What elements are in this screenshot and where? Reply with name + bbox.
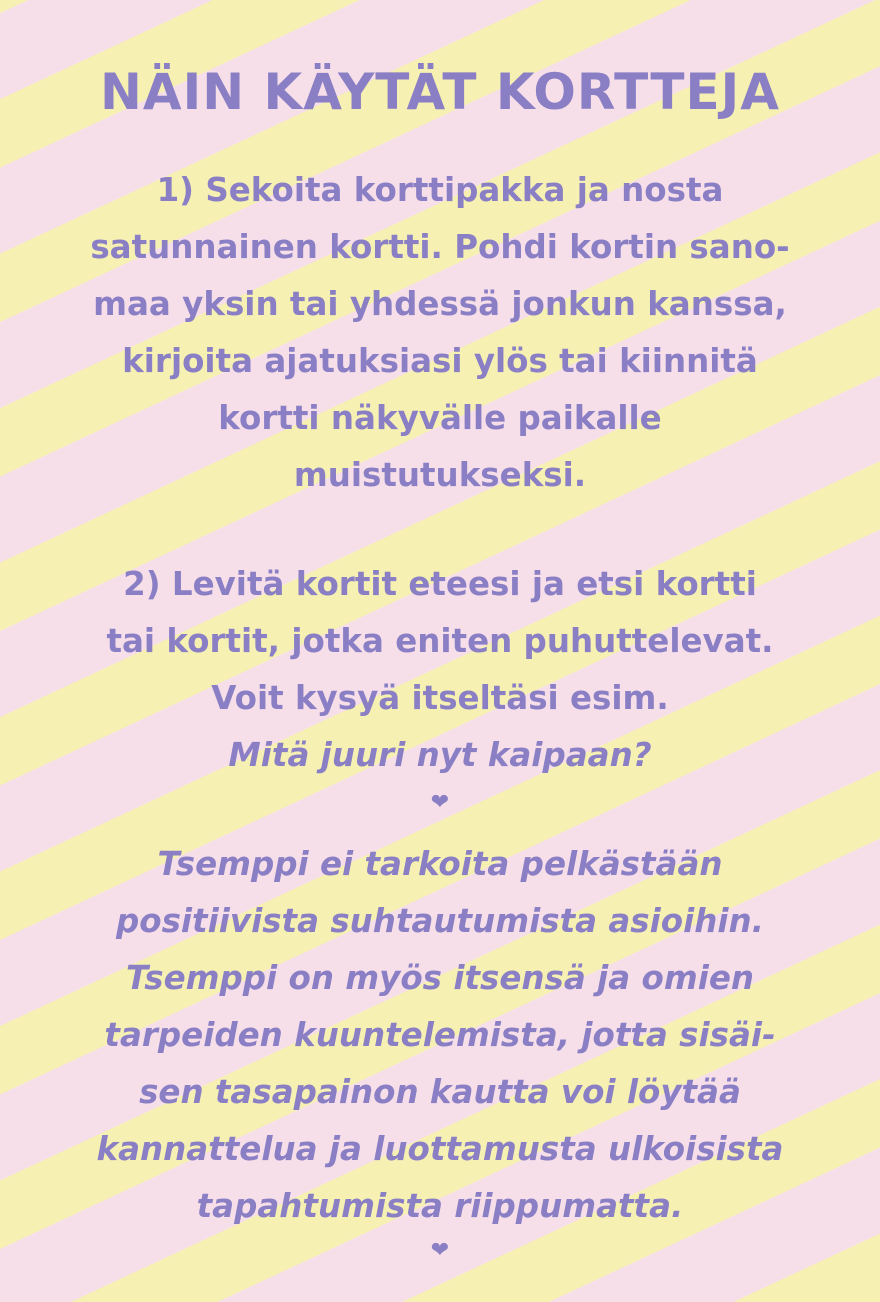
instruction-1 — [30, 162, 850, 504]
instruction-1-line: 1) Sekoita korttipakka ja nosta — [156, 171, 724, 209]
heart-end-icon: ❤ — [430, 1238, 450, 1263]
instruction-1-line: satunnainen kortti. Pohdi kortin sano- — [90, 228, 790, 266]
card-title: NÄIN KÄYTÄT KORTTEJA — [100, 63, 780, 121]
instruction-2-question: Mitä juuri nyt kaipaan? — [228, 736, 652, 774]
instruction-2-line: 2) Levitä kortit eteesi ja etsi kortti — [123, 565, 757, 603]
closing-text-line: tarpeiden kuuntelemista, jotta sisäi- — [104, 1016, 776, 1054]
instruction-1-line: kortti näkyvälle paikalle — [218, 399, 662, 437]
instruction-2 — [30, 556, 850, 784]
closing-text — [30, 836, 850, 1235]
heart-divider-icon: ❤ — [430, 790, 450, 815]
instruction-2-line: tai kortit, jotka eniten puhuttelevat. — [106, 622, 774, 660]
closing-text-line: positiivista suhtautumista asioihin. — [115, 902, 765, 940]
closing-text-line: kannattelua ja luottamusta ulkoisista — [96, 1130, 784, 1168]
instruction-1-line: muistutukseksi. — [293, 456, 587, 494]
closing-text-line: tapahtumista riippumatta. — [196, 1187, 684, 1225]
instruction-1-line: kirjoita ajatuksiasi ylös tai kiinnitä — [122, 342, 758, 380]
instruction-2-line: Voit kysyä itseltäsi esim. — [211, 679, 669, 717]
instruction-1-line: maa yksin tai yhdessä jonkun kanssa, — [93, 285, 787, 323]
closing-text-line: sen tasapainon kautta voi löytää — [139, 1073, 741, 1111]
closing-text-line: Tsemppi on myös itsensä ja omien — [125, 959, 755, 997]
closing-text-line: Tsemppi ei tarkoita pelkästään — [157, 845, 723, 883]
